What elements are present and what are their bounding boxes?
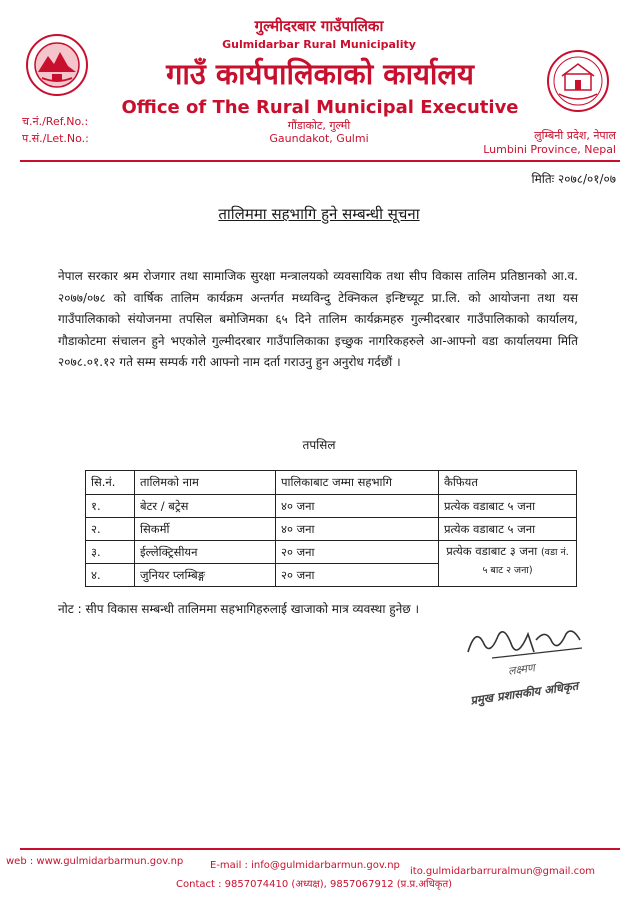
municipality-seal-right — [545, 48, 611, 118]
cell-sn: ४. — [86, 564, 135, 587]
table-row — [86, 518, 577, 541]
header-divider — [20, 160, 620, 162]
place-np: गौंडाकोट, गुल्मी — [287, 119, 351, 132]
signature — [462, 622, 592, 666]
cell-count: २० जना — [276, 564, 439, 587]
office-name-en: Office of The Rural Municipal Executive — [121, 97, 519, 118]
province-np: लुम्बिनी प्रदेश, नेपाल — [534, 129, 616, 142]
cell-sn: ३. — [86, 541, 135, 564]
cell-remark: प्रत्येक वडाबाट ३ जना — [446, 544, 538, 558]
col-header-count: पालिकाबाट जम्मा सहभागि — [276, 471, 439, 495]
date-line: मितिः २०७८/०१/०७ — [531, 172, 616, 186]
province-en: Lumbini Province, Nepal — [483, 143, 616, 156]
footer-divider — [20, 848, 620, 850]
cell-remark-note: (वडा नं. ५ बाट २ जना) — [482, 547, 569, 576]
municipality-name-np: गुल्मीदरबार गाउँपालिका — [254, 17, 384, 35]
footer-web: web : www.gulmidarbarmun.gov.np — [6, 856, 184, 867]
cell-remark-merged — [439, 541, 577, 587]
signature-name: लक्ष्मण — [507, 661, 536, 678]
col-header-name: तालिमको नाम — [135, 471, 276, 495]
notice-title: तालिममा सहभागि हुने सम्बन्धी सूचना — [218, 205, 420, 223]
footer-contact: Contact : 9857074410 (अध्यक्ष), 9857067912 (प्र.प्र.अधिकृत) — [176, 879, 453, 890]
note-text: नोट : सीप विकास सम्बन्धी तालिममा सहभागिहरुलाई खाजाको मात्र व्यवस्था हुनेछ । — [58, 602, 420, 616]
cell-count: ४० जना — [276, 495, 439, 518]
table-row — [86, 541, 577, 564]
signature-title: प्रमुख प्रशासकीय अधिकृत — [469, 678, 580, 708]
col-header-remark: कैफियत — [439, 471, 577, 495]
ref-no-label: च.नं./Ref.No.: — [22, 115, 89, 128]
cell-sn: २. — [86, 518, 135, 541]
cell-sn: १. — [86, 495, 135, 518]
cell-remark: प्रत्येक वडाबाट ५ जना — [439, 518, 577, 541]
table-row — [86, 495, 577, 518]
training-table — [85, 470, 577, 587]
notice-body: नेपाल सरकार श्रम रोजगार तथा सामाजिक सुरक्षा मन्त्रालयको व्यवसायिक तथा सीप विकास तालिम प्रतिष्ठानको आ.व. २०७७/०७८ को वार्षिक तालिम कार्यक्रम अन्तर्गत मध्यविन्दु टेक्निकल इन्ष्टिच्यूट प्रा.लि. को आयोजना तथा यस गाउँपालिकाको संयोजनमा तपसिल बमोजिमका ६५ दिने तालिम कार्यक्रमहरु गुल्मीदरबार गाउँपालिकाको कार्यालय, गौडाकोटमा संचालन हुने भएकोले गुल्मीदरबार गाउँपालिकाका इच्छुक नागरिकहरुले आ-आफ्नो वडा कार्यालयमा मिति २०७८.०१.१२ गते सम्म सम्पर्क गरी आफ्नो नाम दर्ता गराउनु हुन अनुरोध गर्दछौं । — [58, 269, 578, 369]
schedule-label: तपसिल — [302, 438, 336, 452]
cell-name: सिकर्मी — [135, 518, 276, 541]
office-name-np: गाउँ कार्यपालिकाको कार्यालय — [166, 57, 474, 91]
letter-no-label: प.सं./Let.No.: — [22, 132, 89, 145]
table-header-row — [86, 471, 577, 495]
cell-count: ४० जना — [276, 518, 439, 541]
municipality-name-en: Gulmidarbar Rural Municipality — [222, 38, 416, 51]
cell-name: बेटर / बट्रेस — [135, 495, 276, 518]
cell-name: जुनियर प्लम्बिङ्ग — [135, 564, 276, 587]
place-en: Gaundakot, Gulmi — [269, 132, 369, 145]
footer-email2: ito.gulmidarbarruralmun@gmail.com — [410, 866, 595, 877]
footer-email: E-mail : info@gulmidarbarmun.gov.np — [210, 860, 400, 871]
cell-remark: प्रत्येक वडाबाट ५ जना — [439, 495, 577, 518]
col-header-sn: सि.नं. — [86, 471, 135, 495]
cell-name: ईल्लेक्ट्रिसीयन — [135, 541, 276, 564]
cell-count: २० जना — [276, 541, 439, 564]
